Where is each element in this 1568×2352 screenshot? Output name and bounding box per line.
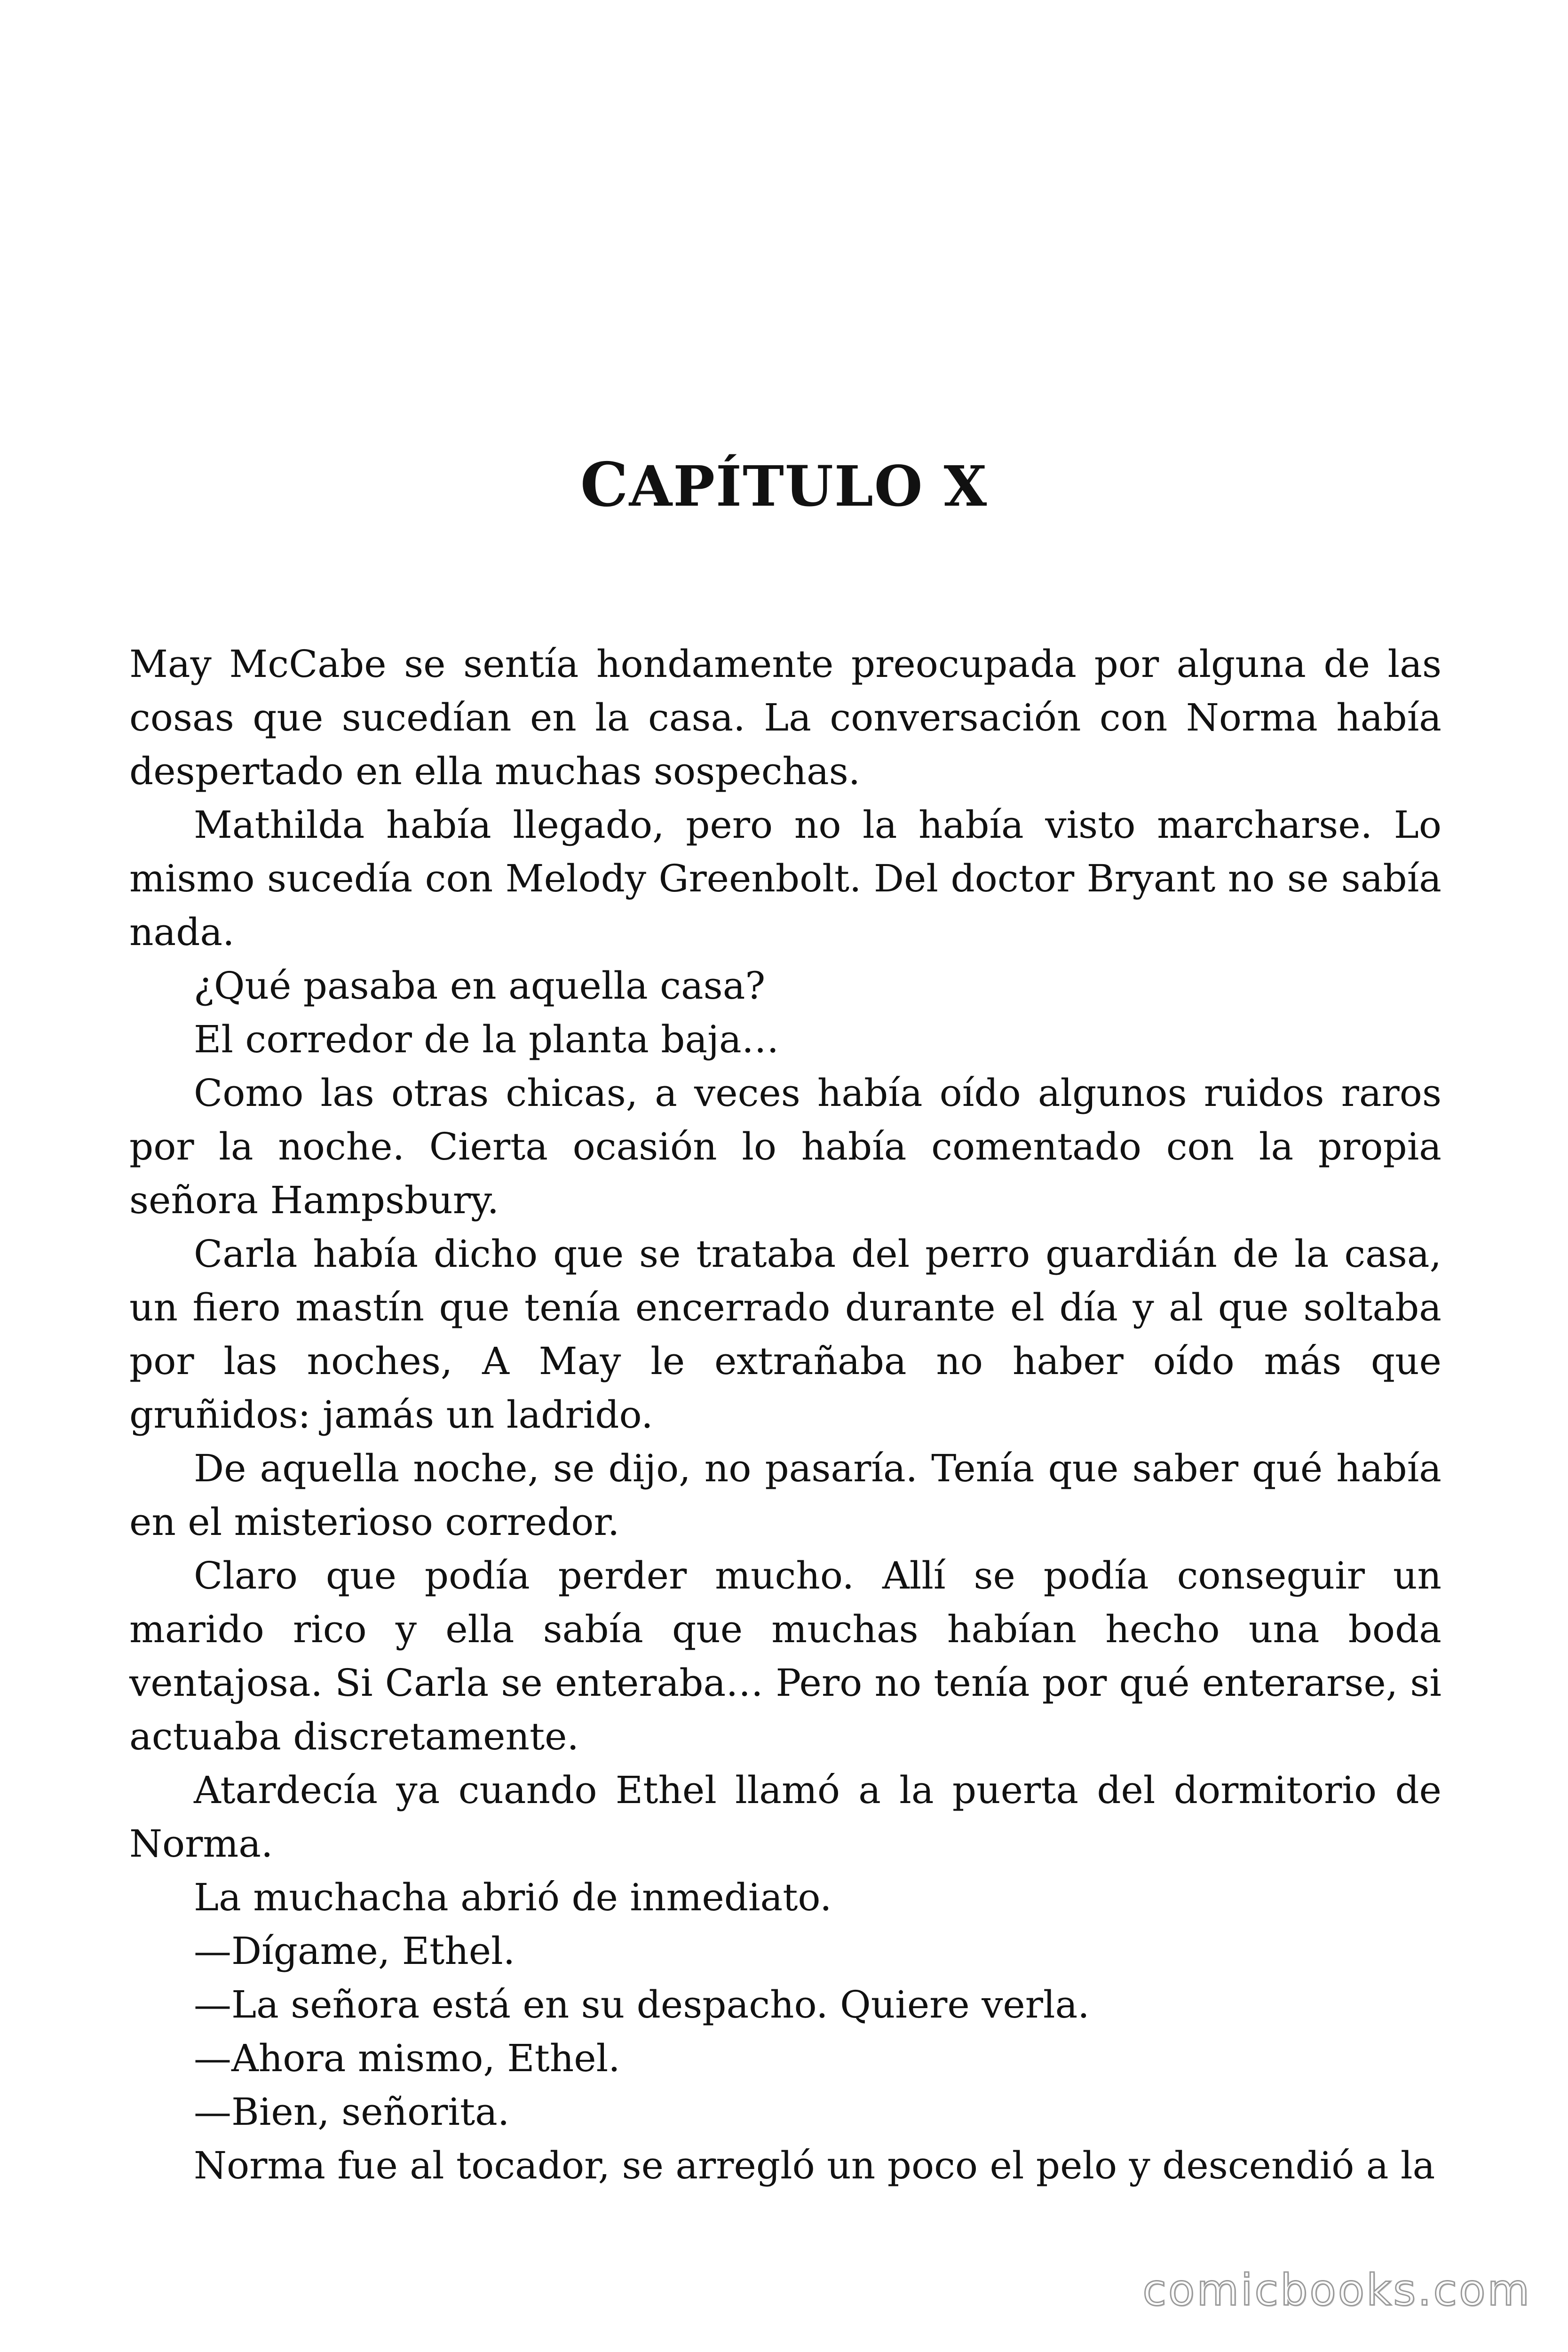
dialogue-line: —Bien, señorita. bbox=[194, 2090, 510, 2134]
body-text bbox=[129, 637, 1441, 2193]
dialogue-line: —Ahora mismo, Ethel. bbox=[194, 2036, 620, 2080]
paragraph: Claro que podía perder mucho. Allí se podía conseguir un marido rico y ella sabía que muchas habían hecho una boda ventajosa. Si Carla se enteraba… Pero no tenía por qué enterarse, si actuaba discretamente. bbox=[129, 1554, 1441, 1758]
paragraph: Atardecía ya cuando Ethel llamó a la puerta del dormitorio de Norma. bbox=[129, 1768, 1441, 1866]
dialogue-line: —La señora está en su despacho. Quiere verla. bbox=[194, 1983, 1090, 2026]
chapter-title-initial: C bbox=[580, 450, 629, 520]
paragraph: Norma fue al tocador, se arregló un poco el pelo y descendió a la bbox=[194, 2144, 1435, 2187]
paragraph: May McCabe se sentía hondamente preocupada por alguna de las cosas que sucedían en la casa. La conversación con Norma había despertado en ella muchas sospechas. bbox=[129, 642, 1441, 793]
dialogue-line: —Dígame, Ethel. bbox=[194, 1929, 515, 1973]
paragraph: Como las otras chicas, a veces había oído algunos ruidos raros por la noche. Cierta ocasión lo había comentado con la propia señora Hampsbury. bbox=[129, 1071, 1441, 1222]
paragraph: ¿Qué pasaba en aquella casa? bbox=[194, 964, 766, 1008]
chapter-title-rest: APÍTULO X bbox=[629, 453, 988, 519]
watermark: comicbooks.com bbox=[1142, 2265, 1531, 2315]
paragraph: Carla había dicho que se trataba del perro guardián de la casa, un fiero mastín que tenía encerrado durante el día y al que soltaba por las noches, A May le extrañaba no haber oído más que gruñidos: jamás un ladrido. bbox=[129, 1232, 1441, 1437]
chapter-title bbox=[0, 449, 1568, 522]
paragraph: La muchacha abrió de inmediato. bbox=[194, 1875, 832, 1919]
paragraph: Mathilda había llegado, pero no la había visto marcharse. Lo mismo sucedía con Melody Greenbolt. Del doctor Bryant no se sabía nada. bbox=[129, 803, 1441, 954]
paragraph: El corredor de la planta baja… bbox=[194, 1017, 779, 1061]
paragraph: De aquella noche, se dijo, no pasaría. Tenía que saber qué había en el misterioso corredor. bbox=[129, 1446, 1441, 1544]
